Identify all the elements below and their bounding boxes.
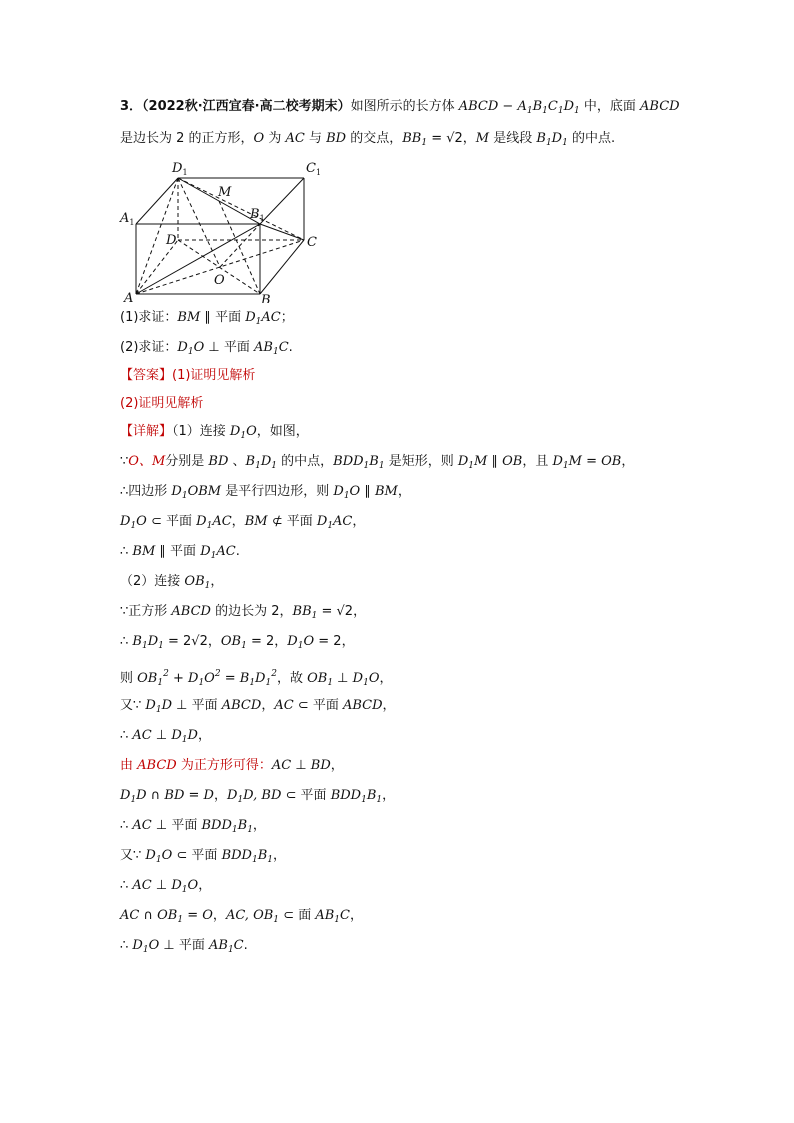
detail-line-9: 则 $OB_1^2 + D_1O^2 = B_1D_1^2$，故 $OB_1$ ⊥ $D_1O$，: [120, 669, 393, 688]
label-O: O: [214, 273, 225, 288]
edge-AB1: [136, 224, 260, 294]
seg-D1C-hidden: [178, 178, 304, 240]
problem-number: 3．: [120, 99, 143, 114]
label-D1: $D_1$: [172, 161, 188, 177]
detail-line-4: $D_1O$ ⊂ 平面 $D_1AC$，BM ⊄ 平面 $D_1AC$，: [120, 514, 366, 531]
seg-D1O-hidden: [178, 178, 220, 267]
seg-OB1-hidden: [220, 224, 260, 267]
problem-line-1: 3．（2022秋·江西宜春·高二校考期末）如图所示的长方体 ABCD − $A_1B_1C_1D_1$ 中，底面 ABCD: [120, 99, 680, 116]
detail-line-15: 又∵ $D_1O$ ⊂ 平面 $BDD_1B_1$，: [120, 848, 287, 865]
detail-line-3: ∴四边形 $D_1OBM$ 是平行四边形，则 $D_1O$ ∥ BM，: [120, 484, 411, 501]
detail-line-5: ∴ BM ∥ 平面 $D_1AC$.: [120, 544, 240, 561]
detail-line-11: ∴ AC ⊥ $D_1D$，: [120, 728, 211, 745]
edge-A1D1: [136, 178, 178, 224]
label-B1: $B_1$: [250, 207, 265, 223]
edge-AD-hidden: [136, 240, 178, 294]
problem-source: （2022秋·江西宜春·高二校考期末）: [142, 99, 351, 114]
detail-line-2: ∵O、M分别是 BD 、$B_1D_1$ 的中点，$BDD_1B_1$ 是矩形，则 $D_1M$ ∥ OB，且 $D_1M$ = OB，: [120, 454, 635, 471]
detail-line-12: 由 ABCD 为正方形可得：AC ⊥ BD，: [120, 758, 344, 773]
edge-B1C1: [260, 178, 304, 224]
detail-line-8: ∴ $B_1D_1 = 2√2$，$OB_1 = 2$，$D_1O = 2$，: [120, 634, 355, 651]
detail-line-16: ∴ AC ⊥ $D_1O$，: [120, 878, 212, 895]
answer-line-2: (2)证明见解析: [120, 396, 204, 411]
detail-line-17: AC ∩ $OB_1 = O$，AC, $OB_1$ ⊂ 面 $AB_1C$，: [120, 908, 363, 925]
detail-line-13: $D_1D$ ∩ BD = D，$D_1D$, BD ⊂ 平面 $BDD_1B_1$，: [120, 788, 396, 805]
label-C: C: [307, 235, 317, 250]
detail-line-7: ∵正方形 ABCD 的边长为 2，$BB_1 = √2$，: [120, 604, 367, 621]
label-D: D: [166, 233, 177, 248]
question-1: (1)求证：BM ∥ 平面 $D_1AC$；: [120, 310, 294, 327]
answer-line-1: 【答案】(1)证明见解析: [120, 368, 256, 383]
label-B: B: [261, 293, 271, 303]
detail-tag: 【详解】: [120, 424, 173, 439]
cuboid-figure: [118, 158, 328, 303]
label-A1: $A_1$: [120, 211, 135, 227]
label-M: M: [218, 185, 232, 200]
question-2: (2)求证：$D_1O$ ⊥ 平面 $AB_1C$.: [120, 340, 293, 357]
label-C1: $C_1$: [306, 161, 322, 177]
answer-tag: 【答案】: [120, 368, 173, 383]
math-cuboid: ABCD − $A_1B_1C_1D_1$: [458, 99, 580, 116]
detail-line-1: 【详解】（1）连接 $D_1O$，如图，: [120, 424, 309, 441]
detail-line-14: ∴ AC ⊥ 平面 $BDD_1B_1$，: [120, 818, 266, 835]
label-A: A: [124, 291, 134, 303]
detail-line-6: （2）连接 $OB_1$，: [120, 574, 224, 591]
edge-BC: [260, 240, 304, 294]
problem-line-2: 是边长为 2 的正方形，O 为 AC 与 BD 的交点，$BB_1 = √2$，M 是线段 $B_1D_1$ 的中点.: [120, 131, 616, 148]
detail-line-18: ∴ $D_1O$ ⊥ 平面 $AB_1C$.: [120, 938, 248, 955]
edge-B1C: [260, 224, 304, 240]
detail-line-10: 又∵ $D_1D$ ⊥ 平面 ABCD，AC ⊂ 平面 ABCD，: [120, 698, 396, 715]
